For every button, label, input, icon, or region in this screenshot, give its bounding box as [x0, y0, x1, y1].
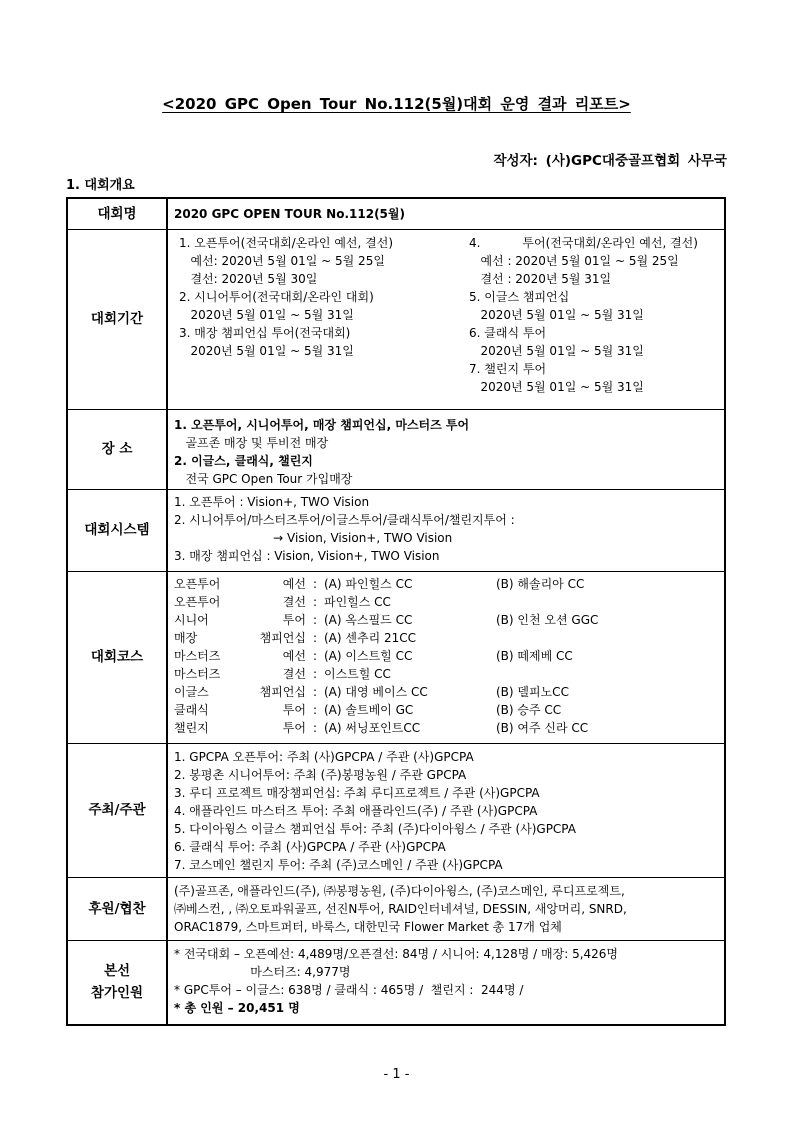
period-left-column [179, 234, 469, 396]
period-right-line: 2020년 5월 01일 ~ 5월 31일 [469, 343, 644, 358]
period-right-line: 2020년 5월 01일 ~ 5월 31일 [469, 307, 644, 322]
host-line: 3. 루디 프로젝트 매장챔피언십: 주최 루디프로젝트 / 주관 (사)GPCPA [174, 785, 540, 800]
label-venue: 장 소 [67, 409, 167, 489]
course-a: 파인힐스 CC [324, 594, 391, 609]
course-tour-name: 오픈투어 예선 [174, 576, 306, 591]
row-period [67, 229, 725, 409]
venue-line: 1. 오픈투어, 시니어투어, 매장 챔피언십, 마스터즈 투어 [174, 417, 470, 432]
course-b: (B) 인천 오션 GGC [496, 612, 599, 627]
period-left-line: 1. 오픈투어(전국대회/온라인 예선, 결선) [179, 235, 393, 250]
course-b: (B) 해솔리아 CC [496, 576, 585, 591]
system-line: → Vision, Vision+, TWO Vision [174, 530, 453, 545]
page-number: - 1 - [383, 1067, 410, 1082]
author-line: 작성자: (사)GPC대중골프협회 사무국 [493, 153, 727, 169]
section-heading: 1. 대회개요 [66, 178, 135, 193]
label-sponsor: 후원/협찬 [67, 877, 167, 940]
period-left-line: 예선: 2020년 5월 01일 ~ 5월 25일 [179, 253, 385, 268]
value-courses [167, 571, 725, 743]
participants-line: * GPC투어 – 이글스: 638명 / 클래식 : 465명 / 챌린지 : 244명 / [174, 982, 524, 997]
course-tour-name: 클래식 투어 [174, 702, 306, 717]
course-a: (A) 파인힐스 CC [324, 576, 413, 591]
course-colon: : [312, 630, 318, 645]
host-line: 5. 다이아윙스 이글스 챔피언십 투어: 주최 (주)다이아윙스 / 주관 (사)GPCPA [174, 821, 576, 836]
label-participants-line1: 본선 [103, 963, 131, 980]
course-colon: : [312, 720, 318, 735]
value-period [167, 229, 725, 409]
participants-line: * 총 인원 – 20,451 명 [174, 1000, 300, 1015]
overview-table [66, 197, 726, 1026]
course-colon: : [312, 684, 318, 699]
course-tour-name: 오픈투어 결선 [174, 594, 306, 609]
period-right-line: 결선 : 2020년 5월 31일 [469, 271, 612, 286]
label-participants [67, 940, 167, 1025]
course-a: (A) 이스트힐 CC [324, 648, 413, 663]
label-courses: 대회코스 [67, 571, 167, 743]
course-a: (A) 옥스필드 CC [324, 612, 413, 627]
period-right-line: 5. 이글스 챔피언십 [469, 289, 570, 304]
sponsor-line: ㈜베스컨, , ㈜오토파워골프, 선진N투어, RAID인터네셔널, DESSIN, 새앙머리, SNRD, [174, 901, 627, 916]
period-left-line: 3. 매장 챔피언십 투어(전국대회) [179, 325, 351, 340]
period-left-line: 2020년 5월 01일 ~ 5월 31일 [179, 307, 354, 322]
course-a: (A) 써닝포인트CC [324, 720, 421, 735]
row-host [67, 743, 725, 877]
venue-line: 2. 이글스, 클래식, 챌린지 [174, 453, 313, 468]
course-b [496, 593, 616, 611]
course-colon: : [312, 666, 318, 681]
row-venue [67, 409, 725, 489]
course-b: (B) 여주 신라 CC [496, 720, 589, 735]
period-right-line: 6. 클래식 투어 [469, 325, 547, 340]
venue-line: 전국 GPC Open Tour 가입매장 [174, 471, 353, 486]
row-courses [67, 571, 725, 743]
row-participants [67, 940, 725, 1025]
sponsor-line: (주)골프존, 애플라인드(주), ㈜봉평농원, (주)다이아윙스, (주)코스메인, 루디프로젝트, [174, 883, 625, 898]
period-right-line: 7. 챌린지 투어 [469, 361, 547, 376]
row-system [67, 489, 725, 571]
course-colon: : [312, 576, 318, 591]
course-colon: : [312, 612, 318, 627]
period-left-line: 결선: 2020년 5월 30일 [179, 271, 318, 286]
value-host [167, 743, 725, 877]
host-line: 2. 봉평촌 시니어투어: 주최 (주)봉평농원 / 주관 GPCPA [174, 767, 467, 782]
period-right-line: 4. 투어(전국대회/온라인 예선, 결선) [469, 235, 698, 250]
row-tournament-name [67, 198, 725, 229]
participants-line: * 전국대회 – 오픈예선: 4,489명/오픈결선: 84명 / 시니어: 4,128명 / 매장: 5,426명 [174, 946, 619, 961]
course-tour-name: 매장 챔피언십 [174, 630, 306, 645]
venue-line: 골프존 매장 및 투비전 매장 [174, 435, 329, 450]
row-sponsor [67, 877, 725, 940]
system-line: 3. 매장 챔피언십 : Vision, Vision+, TWO Vision [174, 548, 440, 563]
label-period: 대회기간 [67, 229, 167, 409]
course-b [496, 629, 616, 647]
course-a: (A) 솔트베이 GC [324, 702, 414, 717]
period-right-line: 2020년 5월 01일 ~ 5월 31일 [469, 379, 644, 394]
course-b: (B) 승주 CC [496, 702, 562, 717]
course-b [496, 665, 616, 683]
system-line: 2. 시니어투어/마스터즈투어/이글스투어/클래식투어/챌린지투어 : [174, 512, 515, 527]
course-grid [174, 575, 718, 737]
value-sponsor [167, 877, 725, 940]
value-venue [167, 409, 725, 489]
course-tour-name: 마스터즈 예선 [174, 648, 306, 663]
value-participants [167, 940, 725, 1025]
course-colon: : [312, 702, 318, 717]
course-tour-name: 마스터즈 결선 [174, 666, 306, 681]
label-participants-line2: 참가인원 [90, 985, 144, 1002]
course-a: 이스트힐 CC [324, 666, 391, 681]
participants-line: 마스터즈: 4,977명 [174, 964, 351, 979]
sponsor-line: ORAC1879, 스마트퍼터, 바룩스, 대한민국 Flower Market 총 17개 업체 [174, 919, 562, 934]
system-line: 1. 오픈투어 : Vision+, TWO Vision [174, 494, 370, 509]
host-line: 6. 클래식 투어: 주최 (사)GPCPA / 주관 (사)GPCPA [174, 839, 446, 854]
course-tour-name: 챌린지 투어 [174, 720, 306, 735]
host-line: 1. GPCPA 오픈투어: 주최 (사)GPCPA / 주관 (사)GPCPA [174, 749, 474, 764]
course-colon: : [312, 648, 318, 663]
period-left-line: 2. 시니어투어(전국대회/온라인 대회) [179, 289, 374, 304]
course-tour-name: 이글스 챔피언십 [174, 684, 306, 699]
value-system [167, 489, 725, 571]
course-tour-name: 시니어 투어 [174, 612, 306, 627]
course-a: (A) 센추리 21CC [324, 630, 417, 645]
label-system: 대회시스템 [67, 489, 167, 571]
period-left-line: 2020년 5월 01일 ~ 5월 31일 [179, 343, 354, 358]
course-b: (B) 떼제베 CC [496, 648, 573, 663]
course-colon: : [312, 594, 318, 609]
period-right-column [469, 234, 718, 396]
report-title: <2020 GPC Open Tour No.112(5월)대회 운영 결과 리포트> [162, 95, 631, 113]
label-host: 주최/주관 [67, 743, 167, 877]
label-tournament-name: 대회명 [67, 198, 167, 229]
host-line: 7. 코스메인 챌린지 투어: 주최 (주)코스메인 / 주관 (사)GPCPA [174, 857, 503, 872]
host-line: 4. 애플라인드 마스터즈 투어: 주최 애플라인드(주) / 주관 (사)GPCPA [174, 803, 538, 818]
course-b: (B) 델피노CC [496, 684, 569, 699]
value-tournament-name: 2020 GPC OPEN TOUR No.112(5월) [167, 198, 725, 229]
course-a: (A) 대영 베이스 CC [324, 684, 428, 699]
period-right-line: 예선 : 2020년 5월 01일 ~ 5월 25일 [469, 253, 679, 268]
